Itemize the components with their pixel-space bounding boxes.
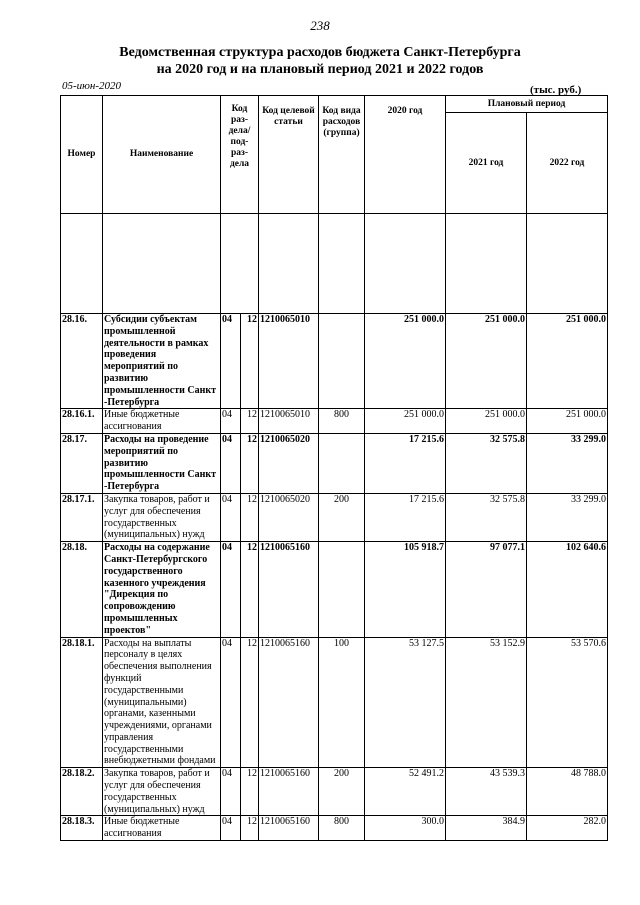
spacer-cell <box>61 214 103 314</box>
spacer-cell <box>259 214 319 314</box>
row-target-code: 1210065160 <box>259 542 319 637</box>
page-number: 238 <box>310 18 330 33</box>
row-amount-2020: 17 215.6 <box>365 493 446 541</box>
row-subsection: 12 <box>241 493 259 541</box>
row-amount-2020: 17 215.6 <box>365 433 446 493</box>
row-amount-2020: 105 918.7 <box>365 542 446 637</box>
row-amount-2022: 251 000.0 <box>527 409 608 434</box>
row-section: 04 <box>221 433 241 493</box>
header-number: Номер <box>61 96 103 214</box>
header-planned-period: Плановый период <box>446 96 608 113</box>
row-amount-2021: 251 000.0 <box>446 314 527 409</box>
row-target-code: 1210065160 <box>259 768 319 816</box>
row-section: 04 <box>221 314 241 409</box>
row-number: 28.18. <box>61 542 103 637</box>
row-amount-2020: 300.0 <box>365 816 446 841</box>
row-number: 28.16.1. <box>61 409 103 434</box>
header-section: Код раз- дела/ под- раз- дела <box>221 96 259 214</box>
row-amount-2021: 32 575.8 <box>446 493 527 541</box>
row-target-code: 1210065010 <box>259 314 319 409</box>
row-number: 28.16. <box>61 314 103 409</box>
row-amount-2022: 53 570.6 <box>527 637 608 768</box>
spacer-cell <box>365 214 446 314</box>
header-2020: 2020 год <box>365 96 446 214</box>
row-number: 28.18.2. <box>61 768 103 816</box>
table-row <box>61 314 608 409</box>
row-name: Иные бюджетные ассигнования <box>103 816 221 841</box>
row-section: 04 <box>221 816 241 841</box>
row-amount-2021: 251 000.0 <box>446 409 527 434</box>
header-name: Наименование <box>103 96 221 214</box>
title-line-2: на 2020 год и на плановый период 2021 и 2022 годов <box>156 62 484 77</box>
row-subsection: 12 <box>241 637 259 768</box>
header-expense-type: Код вида расходов (группа) <box>319 96 365 214</box>
row-target-code: 1210065160 <box>259 637 319 768</box>
row-expense-type: 200 <box>319 493 365 541</box>
spacer-cell <box>241 214 259 314</box>
document-title <box>0 44 640 78</box>
row-target-code: 1210065020 <box>259 433 319 493</box>
row-expense-type: 800 <box>319 816 365 841</box>
spacer-cell <box>527 214 608 314</box>
row-target-code: 1210065010 <box>259 409 319 434</box>
table-row <box>61 493 608 541</box>
row-amount-2021: 97 077.1 <box>446 542 527 637</box>
row-target-code: 1210065020 <box>259 493 319 541</box>
header-2022: 2022 год <box>527 113 608 214</box>
row-name: Закупка товаров, работ и услуг для обеспечения государственных (муниципальных) нужд <box>103 493 221 541</box>
row-section: 04 <box>221 637 241 768</box>
spacer-cell <box>221 214 241 314</box>
row-expense-type: 200 <box>319 768 365 816</box>
row-number: 28.18.3. <box>61 816 103 841</box>
row-expense-type: 800 <box>319 409 365 434</box>
row-section: 04 <box>221 493 241 541</box>
row-target-code: 1210065160 <box>259 816 319 841</box>
table-row <box>61 816 608 841</box>
header-2021: 2021 год <box>446 113 527 214</box>
row-expense-type <box>319 314 365 409</box>
row-amount-2021: 32 575.8 <box>446 433 527 493</box>
table-row <box>61 542 608 637</box>
row-name: Расходы на выплаты персоналу в целях обеспечения выполнения функций государственными (муниципальными) органами, казенными учреждениями, органами управления государственными внебюджетными фондами <box>103 637 221 768</box>
row-amount-2021: 384.9 <box>446 816 527 841</box>
units-label: (тыс. руб.) <box>530 84 582 96</box>
row-amount-2022: 33 299.0 <box>527 433 608 493</box>
row-subsection: 12 <box>241 433 259 493</box>
table-row <box>61 409 608 434</box>
row-subsection: 12 <box>241 768 259 816</box>
row-amount-2022: 48 788.0 <box>527 768 608 816</box>
row-section: 04 <box>221 409 241 434</box>
row-subsection: 12 <box>241 314 259 409</box>
row-subsection: 12 <box>241 542 259 637</box>
row-amount-2022: 102 640.6 <box>527 542 608 637</box>
row-amount-2021: 43 539.3 <box>446 768 527 816</box>
header-target: Код целевой статьи <box>259 96 319 214</box>
table-body <box>61 314 608 841</box>
row-name: Закупка товаров, работ и услуг для обеспечения государственных (муниципальных) нужд <box>103 768 221 816</box>
row-amount-2022: 251 000.0 <box>527 314 608 409</box>
row-section: 04 <box>221 768 241 816</box>
table-row <box>61 768 608 816</box>
table-row <box>61 637 608 768</box>
row-amount-2022: 33 299.0 <box>527 493 608 541</box>
row-name: Иные бюджетные ассигнования <box>103 409 221 434</box>
row-expense-type: 100 <box>319 637 365 768</box>
document-date: 05-июн-2020 <box>62 80 122 92</box>
row-section: 04 <box>221 542 241 637</box>
row-name: Расходы на проведение мероприятий по развитию промышленности Санкт -Петербурга <box>103 433 221 493</box>
row-subsection: 12 <box>241 409 259 434</box>
row-expense-type <box>319 542 365 637</box>
spacer-cell <box>103 214 221 314</box>
row-amount-2020: 52 491.2 <box>365 768 446 816</box>
row-expense-type <box>319 433 365 493</box>
spacer-cell <box>319 214 365 314</box>
row-number: 28.17.1. <box>61 493 103 541</box>
spacer-cell <box>446 214 527 314</box>
row-number: 28.18.1. <box>61 637 103 768</box>
row-amount-2020: 251 000.0 <box>365 314 446 409</box>
row-amount-2020: 251 000.0 <box>365 409 446 434</box>
title-line-1: Ведомственная структура расходов бюджета Санкт-Петербурга <box>119 45 521 60</box>
row-subsection: 12 <box>241 816 259 841</box>
row-amount-2020: 53 127.5 <box>365 637 446 768</box>
row-amount-2022: 282.0 <box>527 816 608 841</box>
row-name: Субсидии субъектам промышленной деятельности в рамках проведения мероприятий по развитию промышленности Санкт -Петербурга <box>103 314 221 409</box>
budget-table <box>60 95 608 841</box>
row-number: 28.17. <box>61 433 103 493</box>
row-amount-2021: 53 152.9 <box>446 637 527 768</box>
row-name: Расходы на содержание Санкт-Петербургского государственного казенного учреждения "Дирекция по сопровождению промышленных проектов" <box>103 542 221 637</box>
table-row <box>61 433 608 493</box>
